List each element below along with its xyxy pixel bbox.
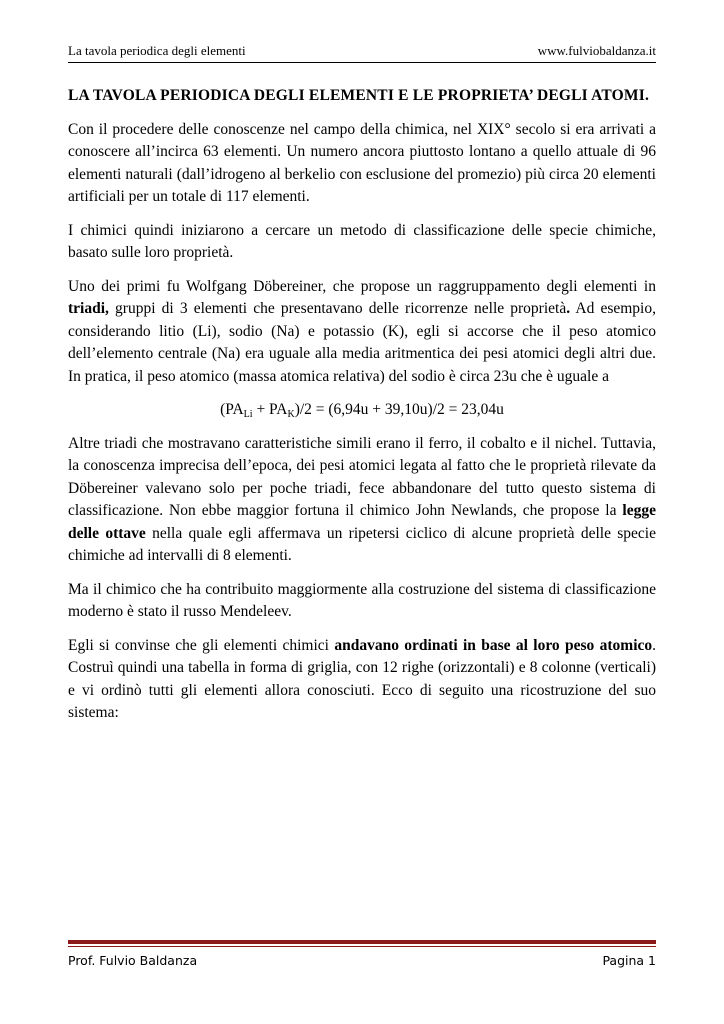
newlands-text-1: Altre triadi che mostravano caratteristiche simili erano il ferro, il cobalto e il nichel. Tuttavia, la conoscenza imprecisa dell’epoca, dei pesi atomici legata al fatto che le proprietà rilevate da Döbereiner valevano solo per poche triadi, fece abbandonare del tutto questo sistema di classificazione. Non ebbe maggior fortuna il chimico John Newlands, che propose la: [68, 434, 656, 520]
paragraph-triadi-newlands: [68, 433, 656, 568]
dobereiner-text-3: Ad esempio, considerando litio (Li), sodio (Na) e potassio (K), egli si accorse che il peso atomico dell’elemento centrale (Na) era uguale alla media aritmentica dei pesi atomici degli altri due. In pratica, il peso atomico (massa atomica relativa) del sodio è circa 23u che è uguale a: [68, 300, 656, 385]
paragraph-dobereiner: [68, 276, 656, 389]
formula-subscript-li: Li: [243, 409, 253, 421]
paragraph-classification: I chimici quindi iniziarono a cercare un metodo di classificazione delle specie chimiche, basato sulle loro proprietà.: [68, 221, 656, 262]
footer-rule-thin: [68, 946, 656, 947]
paragraph-mendeleev-table: [68, 635, 656, 725]
dobereiner-text-2: gruppi di 3 elementi che presentavano delle ricorrenze nelle proprietà: [108, 300, 567, 318]
document-body: [68, 85, 656, 736]
formula-sodium-mass: [68, 399, 656, 422]
mendeleev-text-1: Egli si convinse che gli elementi chimici: [68, 636, 335, 654]
footer-page-number: Pagina 1: [602, 953, 656, 968]
footer-rule-thick: [68, 940, 656, 944]
formula-part-open: (PA: [220, 401, 244, 419]
dobereiner-bold-period: .: [566, 300, 571, 318]
page-header: [68, 40, 656, 63]
footer-text-row: [68, 953, 656, 977]
mendeleev-text-2: . Costruì quindi una tabella in forma di griglia, con 12 righe (orizzontali) e 8 colonne (verticali) e vi ordinò tutti gli elementi allora conosciuti. Ecco di seguito una ricostruzione del suo sistema:: [68, 636, 656, 722]
formula-part-rest: )/2 = (6,94u + 39,10u)/2 = 23,04u: [294, 401, 504, 419]
header-website: www.fulviobaldanza.it: [537, 43, 656, 58]
mendeleev-bold-statement: andavano ordinati in base al loro peso atomico: [334, 636, 653, 654]
dobereiner-text-1: Uno dei primi fu Wolfgang Döbereiner, che propose un raggruppamento degli elementi in: [68, 277, 656, 295]
formula-subscript-k: K: [287, 409, 295, 421]
page-title: LA TAVOLA PERIODICA DEGLI ELEMENTI E LE PROPRIETA’ DEGLI ATOMI.: [68, 87, 650, 104]
term-legge-delle-ottave: legge delle ottave: [68, 502, 656, 542]
term-triadi: triadi,: [68, 300, 109, 318]
footer-author: Prof. Fulvio Baldanza: [68, 953, 198, 968]
formula-part-mid: + PA: [252, 401, 288, 419]
paragraph-intro: Con il procedere delle conoscenze nel campo della chimica, nel XIX° secolo si era arrivati a conoscere all’incirca 63 elementi. Un numero ancora piuttosto lontano a quello attuale di 96 elementi naturali (dall’idrogeno al berkelio con esclusione del promezio) più circa 20 elementi artificiali per un totale di 117 elementi.: [68, 120, 656, 206]
newlands-text-2: nella quale egli affermava un ripetersi ciclico di alcune proprietà delle specie chimiche ad intervalli di 8 elementi.: [68, 524, 656, 565]
paragraph-mendeleev: Ma il chimico che ha contribuito maggiormente alla costruzione del sistema di classificazione moderno è stato il russo Mendeleev.: [68, 580, 656, 621]
page-footer: [68, 940, 656, 977]
header-document-title: La tavola periodica degli elementi: [68, 43, 246, 58]
